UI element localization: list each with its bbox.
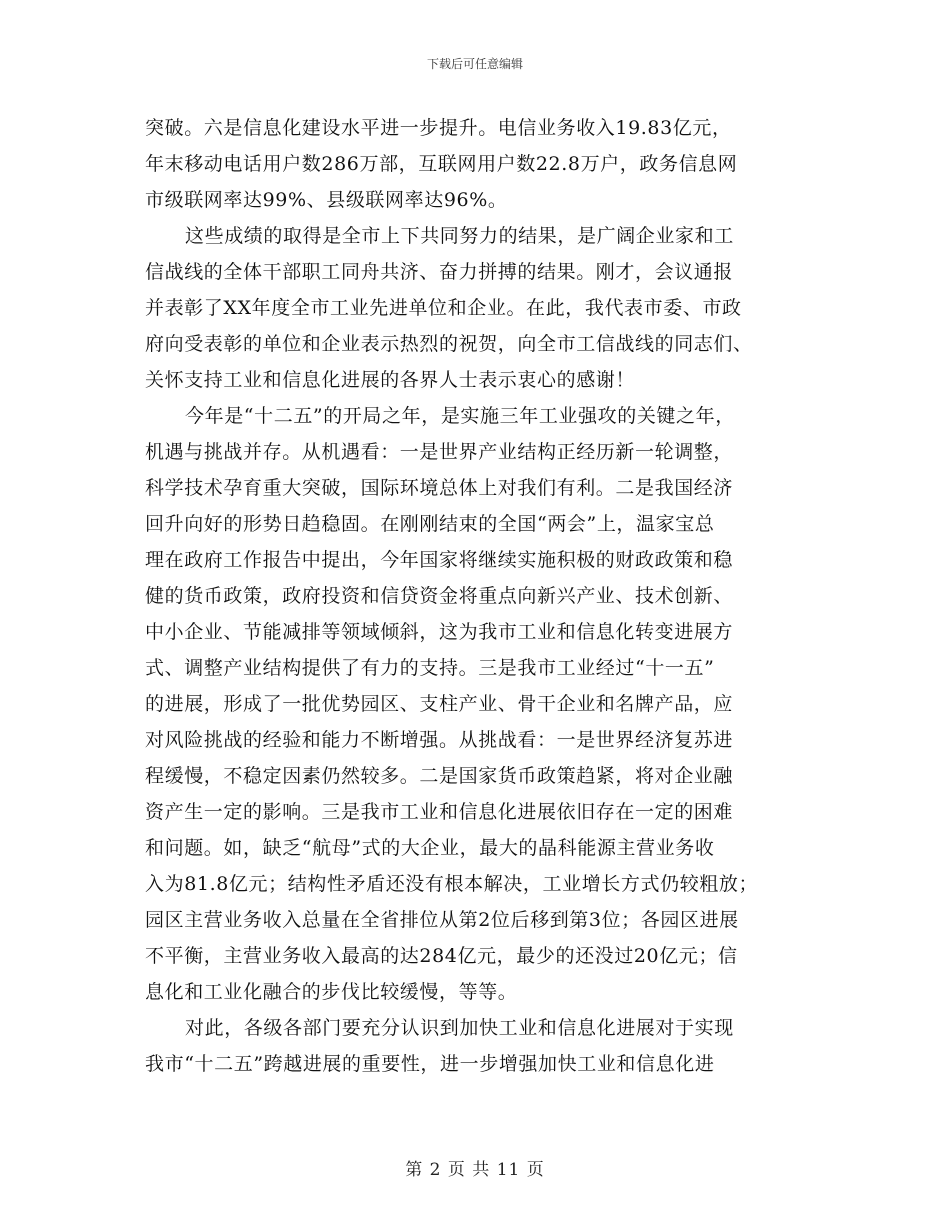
text-line: 我市“十二五”跨越进展的重要性，进一步增强加快工业和信息化进	[145, 1053, 715, 1075]
text-line: 对风险挑战的经验和能力不断增强。从挑战看：一是世界经济复苏进	[145, 729, 734, 751]
text-line: 中小企业、节能减排等领域倾斜，这为我市工业和信息化转变进展方	[145, 621, 734, 643]
text-line: 科学技术孕育重大突破，国际环境总体上对我们有利。二是我国经济	[145, 477, 734, 499]
text-line: 突破。六是信息化建设水平进一步提升。电信业务收入19.83亿元，	[145, 117, 732, 139]
paragraph-start-line: 今年是“十二五”的开局之年，是实施三年工业强攻的关键之年，	[185, 405, 735, 427]
text-line: 的进展，形成了一批优势园区、支柱产业、骨干企业和名牌产品，应	[145, 693, 734, 715]
text-line: 入为81.8亿元；结构性矛盾还没有根本解决，工业增长方式仍较粗放；	[145, 873, 759, 895]
text-line: 程缓慢，不稳定因素仍然较多。二是国家货币政策趋紧，将对企业融	[145, 765, 734, 787]
text-line: 健的货币政策，政府投资和信贷资金将重点向新兴产业、技术创新、	[145, 585, 734, 607]
text-line: 年末移动电话用户数286万部，互联网用户数22.8万户，政务信息网	[145, 153, 738, 175]
text-line: 回升向好的形势日趋稳固。在刚刚结束的全国“两会”上，温家宝总	[145, 513, 715, 535]
text-line: 和问题。如，缺乏“航母”式的大企业，最大的晶科能源主营业务收	[145, 837, 715, 859]
text-line: 息化和工业化融合的步伐比较缓慢，等等。	[145, 981, 518, 1003]
page-number-footer: 第 2 页 共 11 页	[405, 1160, 545, 1180]
text-line: 关怀支持工业和信息化进展的各界人士表示衷心的感谢！	[145, 369, 636, 391]
text-line: 信战线的全体干部职工同舟共济、奋力拼搏的结果。刚才，会议通报	[145, 261, 734, 283]
text-line: 机遇与挑战并存。从机遇看：一是世界产业结构正经历新一轮调整，	[145, 441, 734, 463]
paragraph-start-line: 这些成绩的取得是全市上下共同努力的结果，是广阔企业家和工	[185, 225, 734, 247]
text-line: 不平衡，主营业务收入最高的达284亿元，最少的还没过20亿元；信	[145, 945, 738, 967]
paragraph-start-line: 对此，各级各部门要充分认识到加快工业和信息化进展对于实现	[185, 1017, 734, 1039]
text-line: 园区主营业务收入总量在全省排位从第2位后移到第3位；各园区进展	[145, 909, 739, 931]
text-line: 理在政府工作报告中提出，今年国家将继续实施积极的财政政策和稳	[145, 549, 734, 571]
page-header: 下载后可任意编辑	[426, 57, 523, 71]
text-line: 式、调整产业结构提供了有力的支持。三是我市工业经过“十一五”	[145, 657, 715, 679]
text-line: 并表彰了XX年度全市工业先进单位和企业。在此，我代表市委、市政	[145, 297, 742, 319]
text-line: 府向受表彰的单位和企业表示热烈的祝贺，向全市工信战线的同志们、	[145, 333, 753, 355]
text-line: 资产生一定的影响。三是我市工业和信息化进展依旧存在一定的困难	[145, 801, 734, 823]
document-body	[145, 110, 805, 1082]
text-line: 市级联网率达99%、县级联网率达96%。	[145, 189, 508, 211]
